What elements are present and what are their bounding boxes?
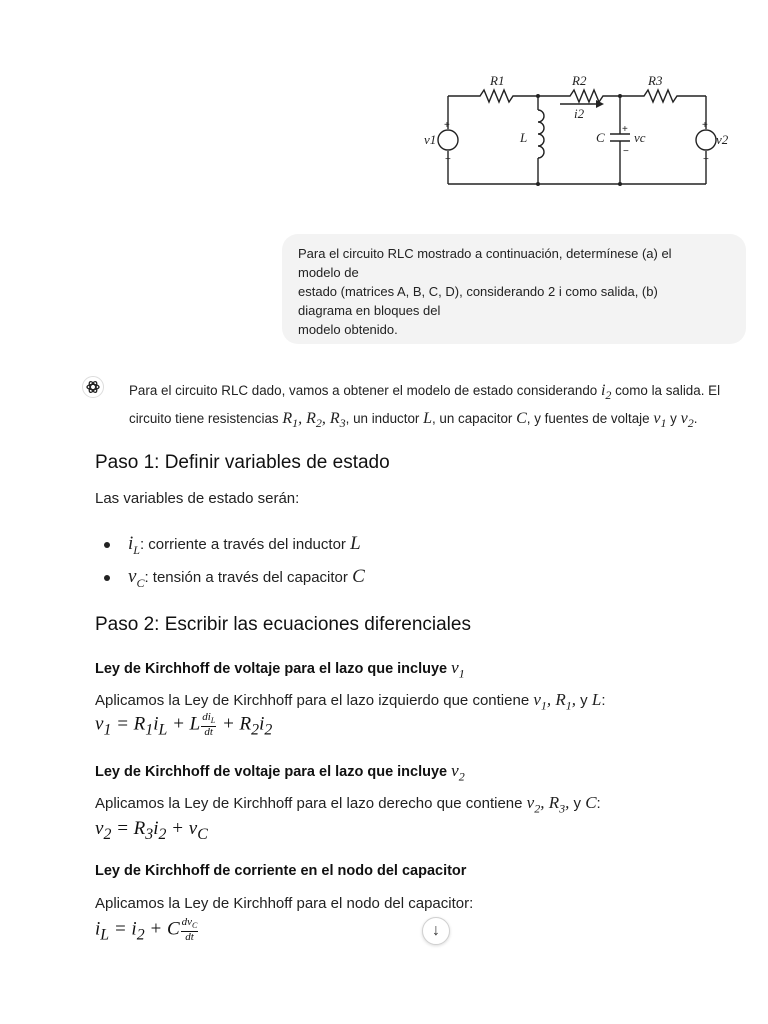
kvl1-text: Aplicamos la Ley de Kirchhoff para el lazo izquierdo que contiene $v_1$, $R_1$, y L: xyxy=(95,690,606,713)
kvl2-equation: $v_2 = R_3i_2 + v_C$ xyxy=(95,818,208,843)
step1-heading: Paso 1: Definir variables de estado xyxy=(95,452,390,473)
svg-text:+: + xyxy=(622,124,628,135)
list-item: $v_C$: tensión a través del capacitor C xyxy=(100,563,365,596)
kvl1-heading: Ley de Kirchhoff de voltaje para el lazo que incluye $v_1$ xyxy=(95,658,465,681)
kvl2-text: Aplicamos la Ley de Kirchhoff para el lazo derecho que contiene $v_2$, $R_3$, y C: xyxy=(95,793,601,816)
svg-text:−: − xyxy=(623,146,629,157)
vc-label: vc xyxy=(634,130,646,145)
scroll-down-button[interactable] xyxy=(422,917,450,945)
step2-heading: Paso 2: Escribir las ecuaciones diferenciales xyxy=(95,614,471,635)
user-message-line: modelo de xyxy=(298,265,359,280)
list-item: $i_L$: corriente a través del inductor L xyxy=(100,530,365,563)
kvl2-heading: Ley de Kirchhoff de voltaje para el lazo que incluye $v_2$ xyxy=(95,761,465,784)
openai-logo-icon xyxy=(82,376,104,398)
v1-label: v1 xyxy=(424,132,437,147)
state-variables-list xyxy=(100,530,365,596)
kvl1-equation: $v_1 = R_1i_L + L$ $\frac{di_L}{dt}$ + $R_2i_2$ xyxy=(95,711,273,739)
user-message-line: modelo obtenido. xyxy=(298,322,398,337)
arrow-down-icon: ↓ xyxy=(432,922,440,939)
rlc-circuit-diagram xyxy=(410,68,740,198)
svg-text:−: − xyxy=(703,154,709,165)
capacitor-label: C xyxy=(596,130,605,145)
i2-label: i2 xyxy=(574,106,585,121)
r1-label: R1 xyxy=(490,73,505,88)
user-message-bubble xyxy=(282,234,746,344)
assistant-intro: Para el circuito RLC dado, vamos a obtener el modelo de estado considerando $i_2$ como la salida. El circuito tiene resistencias $R_1$, $R_2$, $R_3$, un inductor L, un capacitor C, y fuentes de voltaje $v_1$ y $v_2$. xyxy=(129,382,721,431)
step1-text: Las variables de estado serán: xyxy=(95,490,300,507)
svg-text:+: + xyxy=(444,120,450,131)
v2-label: v2 xyxy=(716,132,729,147)
inductor-label: L xyxy=(520,130,528,145)
user-message-line: estado (matrices A, B, C, D), considerando 2 i como salida, (b) xyxy=(298,284,658,299)
svg-text:−: − xyxy=(445,154,451,165)
user-message-line: diagrama en bloques del xyxy=(298,303,441,318)
r2-label: R2 xyxy=(572,73,587,88)
user-message-line: Para el circuito RLC mostrado a continuación, determínese (a) el xyxy=(298,246,672,261)
kcl-equation: $i_L = i_2 + C$ $\frac{dv_C}{dt}$ xyxy=(95,916,198,944)
svg-text:+: + xyxy=(702,120,708,131)
r3-label: R3 xyxy=(648,73,663,88)
kcl-text: Aplicamos la Ley de Kirchhoff para el nodo del capacitor: xyxy=(95,895,474,912)
kcl-heading: Ley de Kirchhoff de corriente en el nodo del capacitor xyxy=(95,863,467,879)
